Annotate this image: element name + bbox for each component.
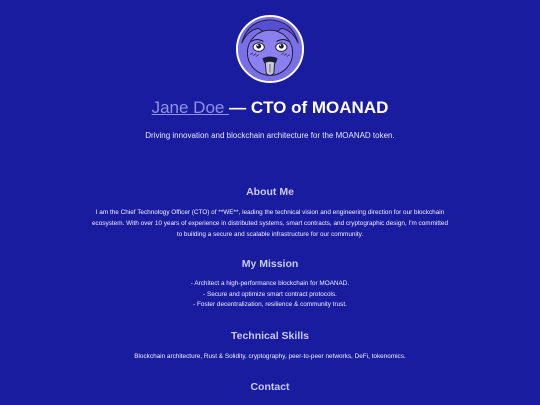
page-title xyxy=(0,97,540,119)
mission-item: - Secure and optimize smart contract protocols. xyxy=(203,290,337,298)
contact-heading: Contact xyxy=(250,381,290,393)
mission-list xyxy=(90,279,450,311)
tagline: Driving innovation and blockchain architecture for the MOANAD token. xyxy=(145,131,395,140)
about-body: I am the Chief Technology Officer (CTO) of **WE**, leading the technical vision and engineering direction for our blockchain ecosystem. With over 10 years of experience in distributed systems, smart contracts, and cryptographic design, I'm committed to building a secure and scalable infrastructure for our community. xyxy=(91,209,449,238)
mission-item: - Architect a high-performance blockchain for MOANAD. xyxy=(190,280,350,287)
mission-heading: My Mission xyxy=(241,258,299,270)
skills-body: Blockchain architecture, Rust & Solidity, cryptography, peer-to-peer networks, DeFi, tokenomics. xyxy=(134,353,406,360)
avatar xyxy=(236,15,304,83)
mission-item: - Foster decentralization, resilience & community trust. xyxy=(193,301,347,308)
skills-heading: Technical Skills xyxy=(230,330,309,342)
title-role: — CTO of MOANAD xyxy=(229,98,389,117)
cartoon-face-avatar-icon xyxy=(238,17,302,81)
name-link[interactable]: Jane Doe xyxy=(151,98,230,117)
about-heading: About Me xyxy=(246,186,294,198)
